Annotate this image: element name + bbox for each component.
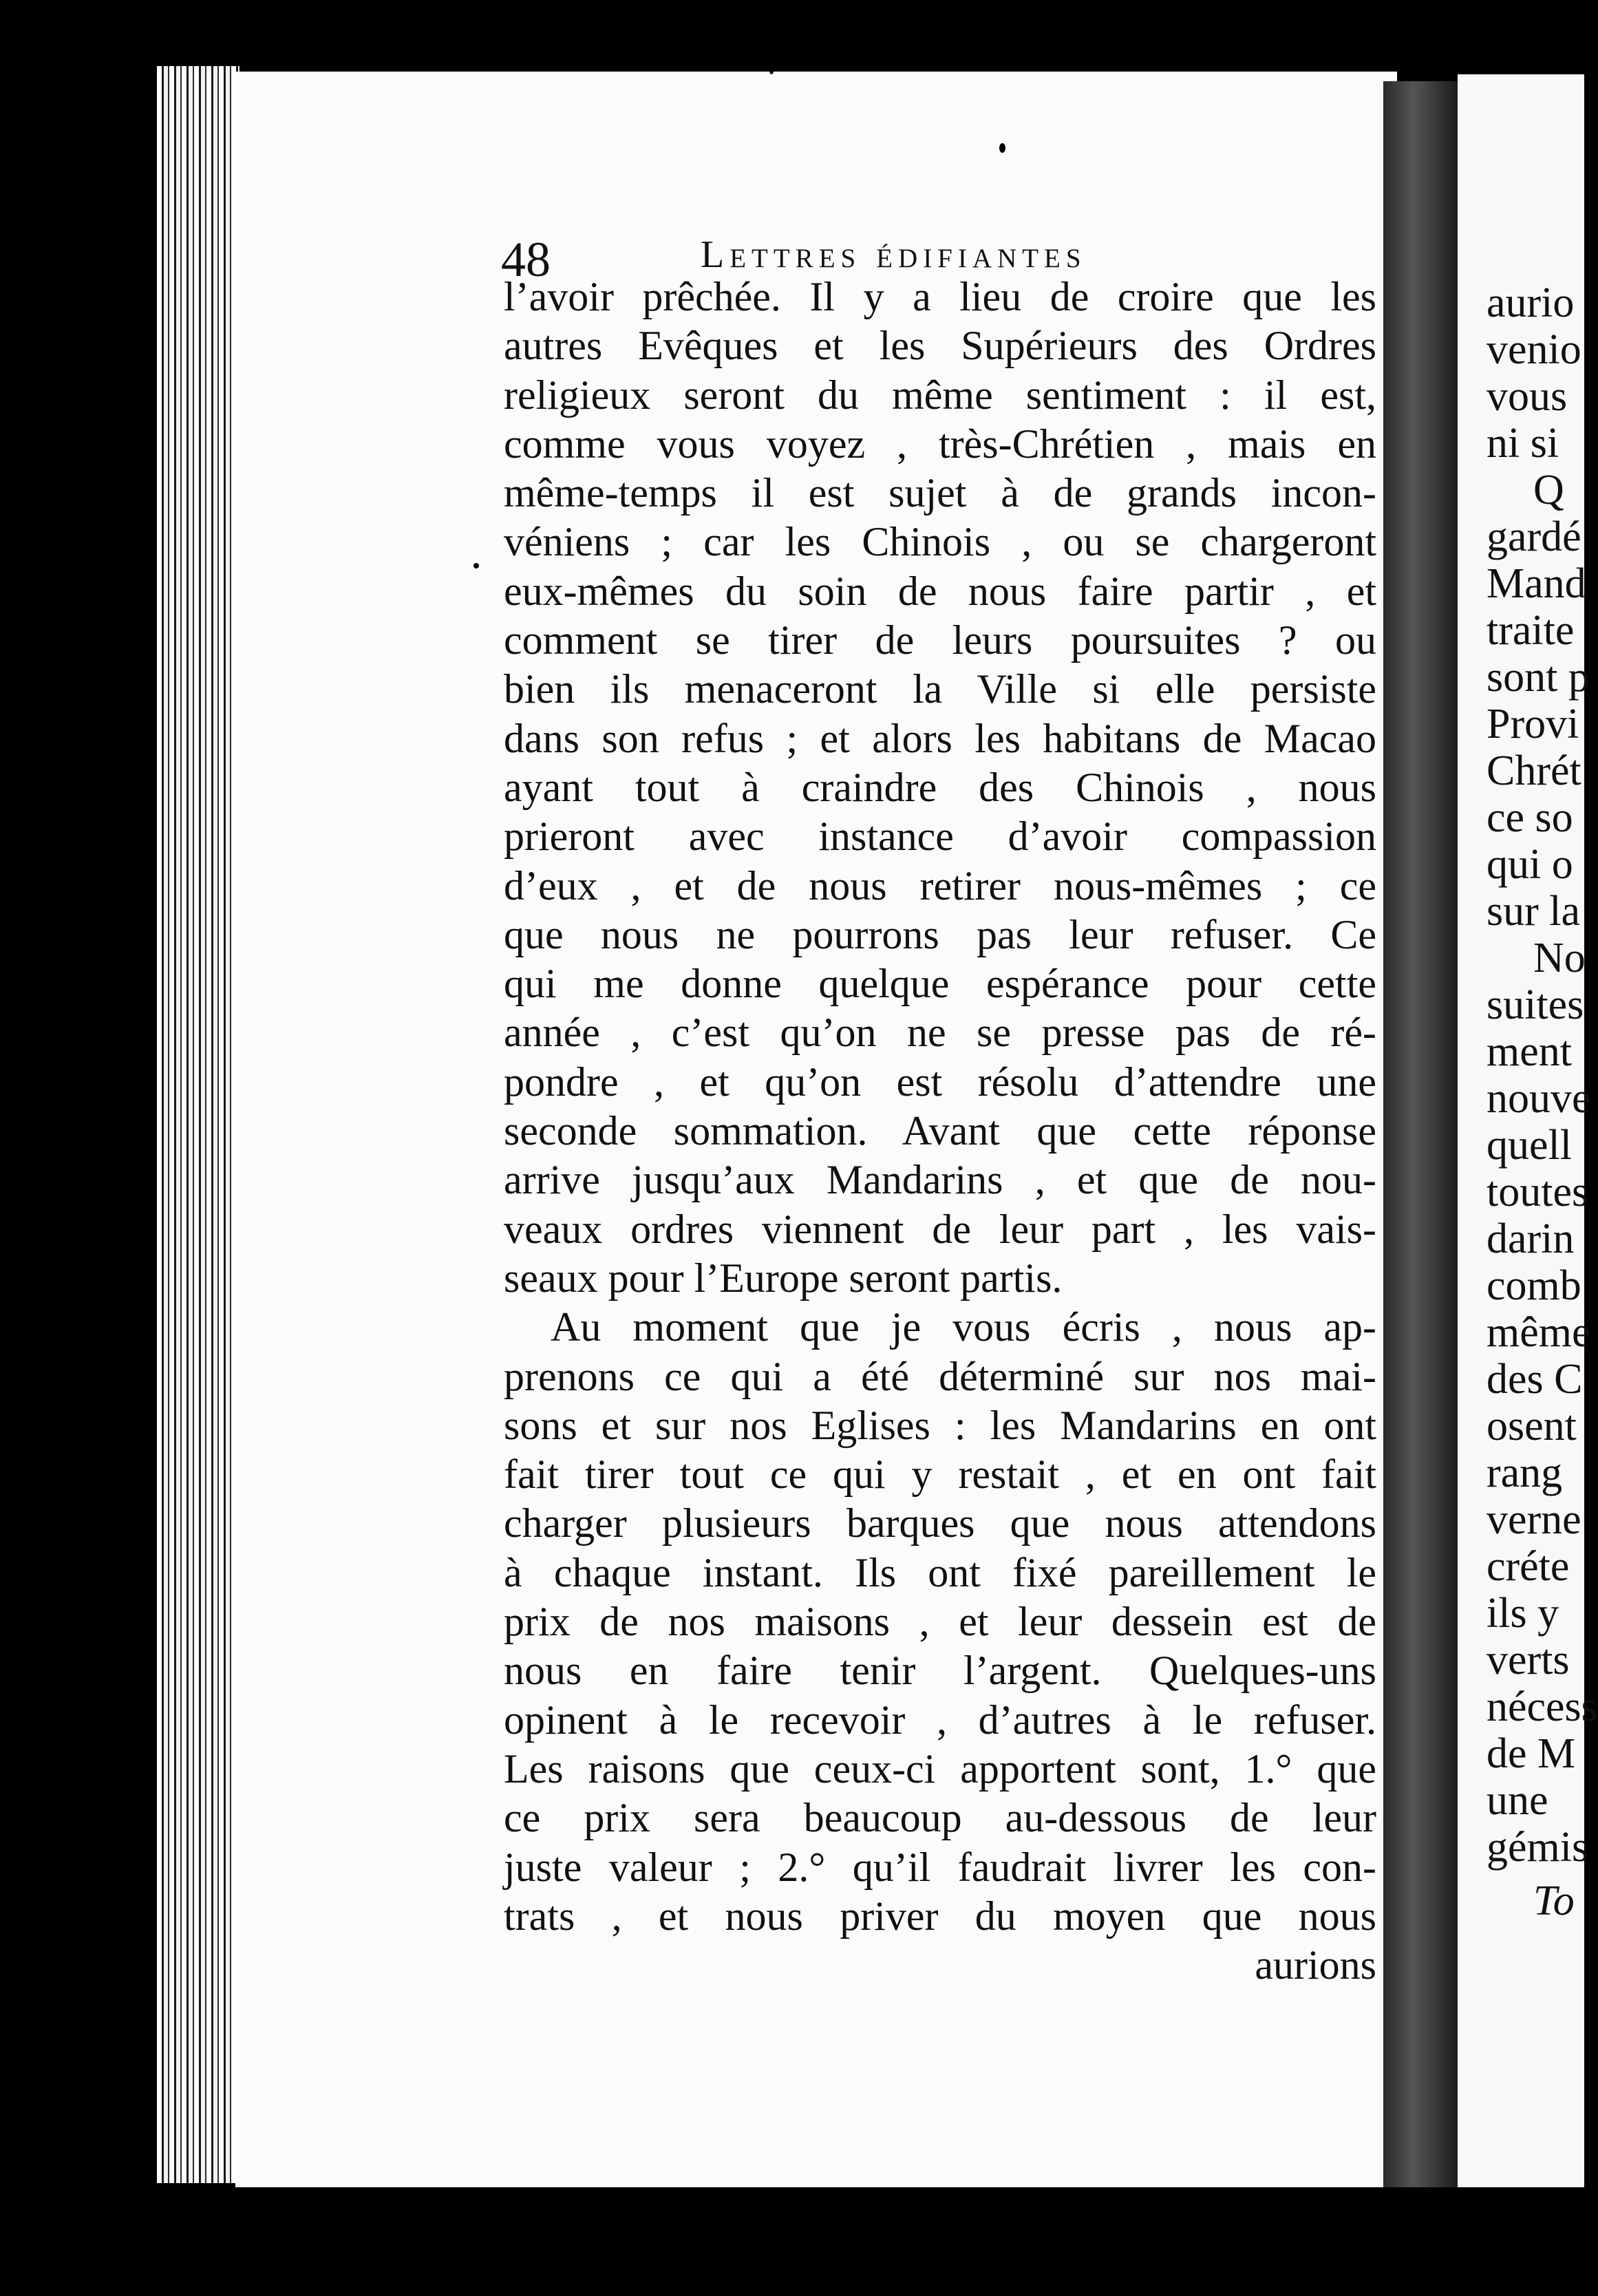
- right-page-fragment: Provi: [1487, 701, 1579, 747]
- text-line: arrive jusqu’aux Mandarins , et que de nou-: [504, 1157, 1376, 1203]
- text-line: trats , et nous priver du moyen que nous: [504, 1893, 1376, 1939]
- book-page-edges: [157, 66, 239, 2183]
- right-page-fragment: vous: [1487, 373, 1568, 420]
- right-page-fragment: ils y: [1487, 1590, 1559, 1637]
- right-page-fragment: une: [1487, 1777, 1548, 1824]
- right-page-fragment: rang: [1487, 1449, 1563, 1496]
- book-gutter: [1383, 81, 1459, 2187]
- right-page-fragment: créte: [1487, 1543, 1570, 1590]
- text-line: veaux ordres viennent de leur part , les vais-: [504, 1206, 1376, 1252]
- text-line: l’avoir prêchée. Il y a lieu de croire que les: [504, 274, 1376, 319]
- text-line: d’eux , et de nous retirer nous-mêmes ; ce: [504, 862, 1376, 908]
- right-page-fragment: de M: [1487, 1730, 1576, 1777]
- text-line: prenons ce qui a été déterminé sur nos mai-: [504, 1353, 1376, 1399]
- right-page-fragment: verts: [1487, 1637, 1570, 1683]
- right-page-fragment: des C: [1487, 1356, 1583, 1403]
- right-page-fragment: même: [1487, 1309, 1591, 1356]
- print-speck: [999, 143, 1005, 153]
- right-page-fragment: quell: [1487, 1122, 1572, 1169]
- text-line: autres Evêques et les Supérieurs des Ordres: [504, 323, 1376, 369]
- print-speck: [769, 67, 774, 74]
- right-page-fragment: venio: [1487, 326, 1581, 373]
- text-line: ce prix sera beaucoup au-dessous de leur: [504, 1795, 1376, 1841]
- right-page-fragment: toutes: [1487, 1169, 1589, 1215]
- text-line: seaux pour l’Europe seront partis.: [504, 1255, 1063, 1301]
- right-page-fragment: nécess: [1487, 1683, 1598, 1730]
- text-line: comme vous voyez , très-Chrétien , mais en: [504, 421, 1376, 467]
- text-line: ayant tout à craindre des Chinois , nous: [504, 764, 1376, 810]
- text-line: Au moment que je vous écris , nous ap-: [551, 1304, 1376, 1350]
- right-page-fragment: verne: [1487, 1496, 1581, 1543]
- right-page-fragment: comb: [1487, 1262, 1581, 1309]
- right-page-fragment: ni si: [1487, 420, 1559, 467]
- right-page-fragment: ce so: [1487, 794, 1573, 841]
- right-page-fragment: aurio: [1487, 279, 1575, 326]
- text-line: à chaque instant. Ils ont fixé pareillement le: [504, 1549, 1376, 1595]
- right-page-fragment: suites: [1487, 981, 1584, 1028]
- page-number: 48: [501, 232, 551, 287]
- right-page-fragment: Mand: [1487, 560, 1586, 607]
- text-line: que nous ne pourrons pas leur refuser. Ce: [504, 911, 1376, 957]
- text-line: sons et sur nos Eglises : les Mandarins en ont: [504, 1402, 1376, 1448]
- print-speck: [473, 563, 479, 568]
- text-line: seconde sommation. Avant que cette réponse: [504, 1108, 1376, 1154]
- right-page-fragment: gémis: [1487, 1824, 1589, 1871]
- right-page-fragment: sont p: [1487, 654, 1590, 701]
- right-page-fragment: Q: [1533, 467, 1564, 513]
- right-page-fragment: osent: [1487, 1403, 1577, 1449]
- right-page-fragment: qui o: [1487, 841, 1573, 888]
- text-line: année , c’est qu’on ne se presse pas de ré-: [504, 1010, 1376, 1056]
- text-line: comment se tirer de leurs poursuites ? ou: [504, 617, 1376, 663]
- text-line: dans son refus ; et alors les habitans de Macao: [504, 715, 1376, 761]
- right-page-fragment: Chrét: [1487, 747, 1581, 794]
- text-line: religieux seront du même sentiment : il est,: [504, 372, 1376, 418]
- text-line: juste valeur ; 2.° qu’il faudrait livrer les con-: [504, 1844, 1376, 1890]
- text-line: nous en faire tenir l’argent. Quelques-uns: [504, 1648, 1376, 1694]
- right-page: [1458, 74, 1598, 2187]
- text-line: même-temps il est sujet à de grands incon-: [504, 470, 1376, 516]
- text-line: bien ils menaceront la Ville si elle persiste: [504, 666, 1376, 712]
- text-line: fait tirer tout ce qui y restait , et en ont fait: [504, 1452, 1376, 1498]
- catchword: aurions: [1255, 1942, 1376, 1988]
- right-page-fragment: ment: [1487, 1028, 1572, 1075]
- text-line: charger plusieurs barques que nous attendons: [504, 1500, 1376, 1546]
- text-line: opinent à le recevoir , d’autres à le refuser.: [504, 1697, 1376, 1743]
- right-page-fragment: nouve: [1487, 1075, 1591, 1122]
- text-line: Les raisons que ceux-ci apportent sont, 1.° que: [504, 1745, 1376, 1792]
- text-line: qui me donne quelque espérance pour cette: [504, 961, 1376, 1007]
- running-title: Lettres édifiantes: [701, 233, 1087, 276]
- text-line: prix de nos maisons , et leur dessein est de: [504, 1599, 1376, 1645]
- text-line: véniens ; car les Chinois , ou se chargeront: [504, 519, 1376, 565]
- right-page-fragment: sur la: [1487, 888, 1581, 935]
- right-page-fragment: gardé: [1487, 513, 1581, 560]
- right-page-fragment: To: [1533, 1878, 1575, 1924]
- right-page-fragment: darin: [1487, 1215, 1575, 1262]
- text-line: eux-mêmes du soin de nous faire partir , et: [504, 568, 1376, 614]
- body-text: [504, 273, 1376, 1990]
- right-page-fragment: traite: [1487, 607, 1575, 654]
- text-line: prieront avec instance d’avoir compassion: [504, 814, 1376, 860]
- text-line: pondre , et qu’on est résolu d’attendre une: [504, 1059, 1376, 1105]
- right-page-fragment: No: [1533, 935, 1586, 981]
